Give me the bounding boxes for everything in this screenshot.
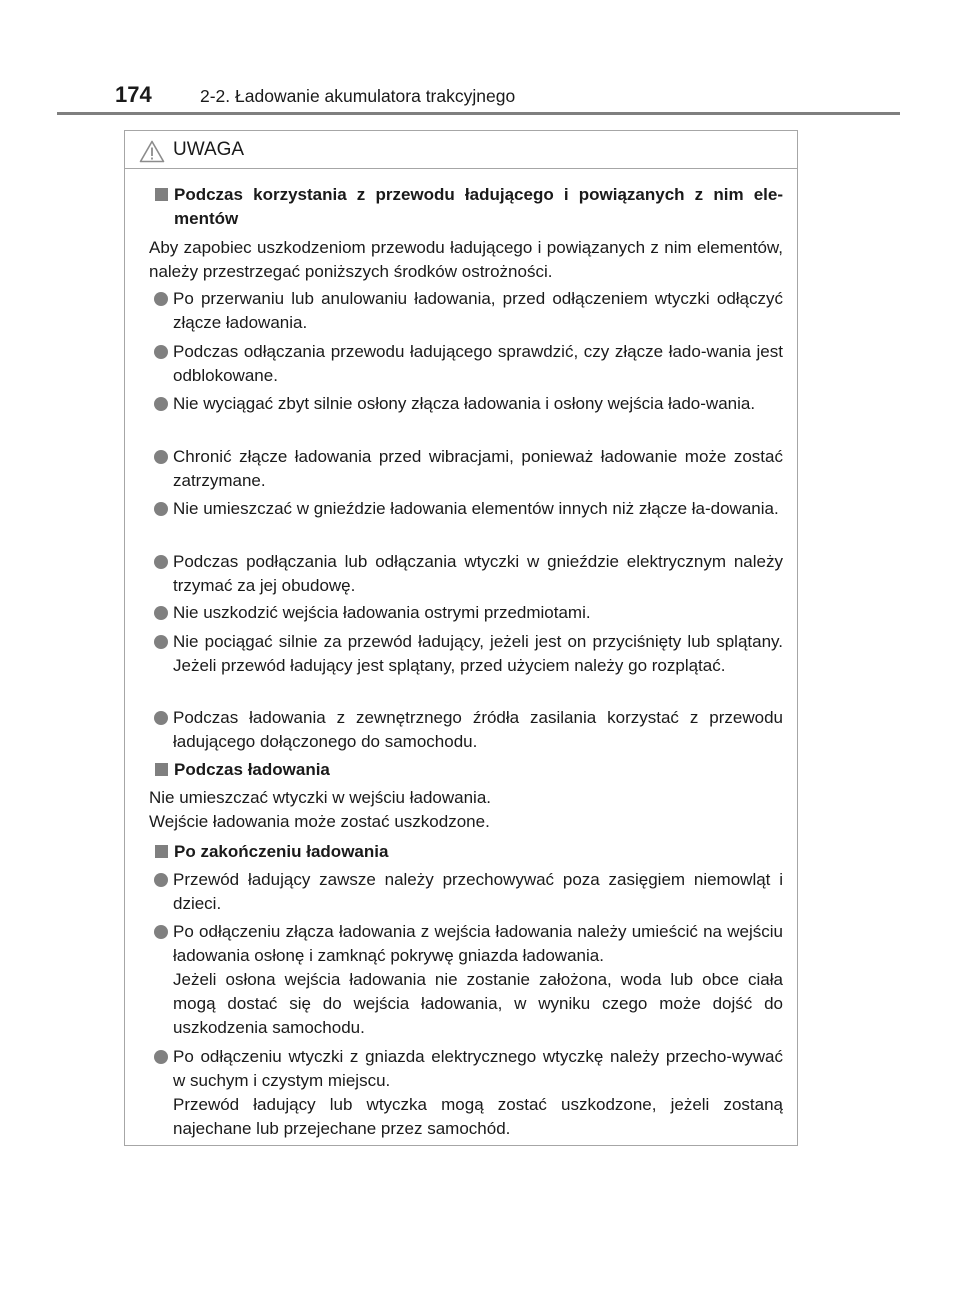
round-bullet-icon [154, 450, 168, 464]
list-item: Po odłączeniu wtyczki z gniazda elektrycznego wtyczkę należy przecho-wywać w suchym i czystym miejscu. Przewód ładujący lub wtyczka mogą zostać uszkodzone, jeżeli zostaną najechane lub przejechane przez samochód. [149, 1045, 783, 1141]
list-item: Po przerwaniu lub anulowaniu ładowania, przed odłączeniem wtyczki odłączyć złącze ładowania. [149, 287, 783, 335]
list-item: Podczas odłączania przewodu ładującego sprawdzić, czy złącze łado-wania jest odblokowane. [149, 340, 783, 388]
round-bullet-icon [154, 873, 168, 887]
round-bullet-icon [154, 397, 168, 411]
list-item: Po odłączeniu złącza ładowania z wejścia ładowania należy umieścić na wejściu ładowania osłonę i zamknąć pokrywę gniazda ładowania. Jeżeli osłona wejścia ładowania nie zostanie założona, woda lub obce ciała mogą dostać się do wejścia ładowania, w wyniku czego może dojść do uszkodzenia samochodu. [149, 920, 783, 1040]
section-heading-charging: Podczas ładowania [155, 758, 783, 782]
list-item: Nie uszkodzić wejścia ładowania ostrymi przedmiotami. [149, 601, 783, 625]
round-bullet-icon [154, 925, 168, 939]
list-item: Podczas podłączania lub odłączania wtyczki w gnieździe elektrycznym należy trzymać za jej obudowę. [149, 550, 783, 598]
list-item: Nie pociągać silnie za przewód ładujący, jeżeli jest on przyciśnięty lub splątany. Jeżeli przewód ładujący jest splątany, przed użyciem należy go rozplątać. [149, 630, 783, 678]
round-bullet-icon [154, 555, 168, 569]
section-text: Nie umieszczać wtyczki w wejściu ładowania. Wejście ładowania może zostać uszkodzone. [149, 788, 492, 831]
page-number: 174 [115, 82, 152, 107]
list-item: Przewód ładujący zawsze należy przechowywać poza zasięgiem niemowląt i dzieci. [149, 868, 783, 916]
round-bullet-icon [154, 711, 168, 725]
page-header-title: 2-2. Ładowanie akumulatora trakcyjnego [200, 86, 516, 106]
square-bullet-icon [155, 763, 168, 776]
warning-box [124, 130, 798, 1146]
square-bullet-icon [155, 845, 168, 858]
round-bullet-icon [154, 606, 168, 620]
section-heading-after-charging: Po zakończeniu ładowania [155, 840, 783, 864]
list-item: Podczas ładowania z zewnętrznego źródła zasilania korzystać z przewodu ładującego dołączonego do samochodu. [149, 706, 783, 754]
round-bullet-icon [154, 1050, 168, 1064]
section-heading-cable: Podczas korzystania z przewodu ładującego i powiązanych z nim ele-mentów [155, 183, 783, 231]
warning-triangle-icon [139, 140, 165, 163]
header-divider [57, 112, 900, 115]
section-intro: Aby zapobiec uszkodzeniom przewodu ładującego i powiązanych z nim elementów, należy przestrzegać poniższych środków ostrożności. [149, 238, 783, 281]
list-item: Nie wyciągać zbyt silnie osłony złącza ładowania i osłony wejścia łado-wania. [149, 392, 783, 416]
round-bullet-icon [154, 345, 168, 359]
list-item: Nie umieszczać w gnieździe ładowania elementów innych niż złącze ła-dowania. [149, 497, 783, 521]
warning-header [125, 131, 797, 169]
list-item: Chronić złącze ładowania przed wibracjami, ponieważ ładowanie może zostać zatrzymane. [149, 445, 783, 493]
round-bullet-icon [154, 502, 168, 516]
square-bullet-icon [155, 188, 168, 201]
warning-title: UWAGA [173, 139, 245, 160]
round-bullet-icon [154, 292, 168, 306]
round-bullet-icon [154, 635, 168, 649]
